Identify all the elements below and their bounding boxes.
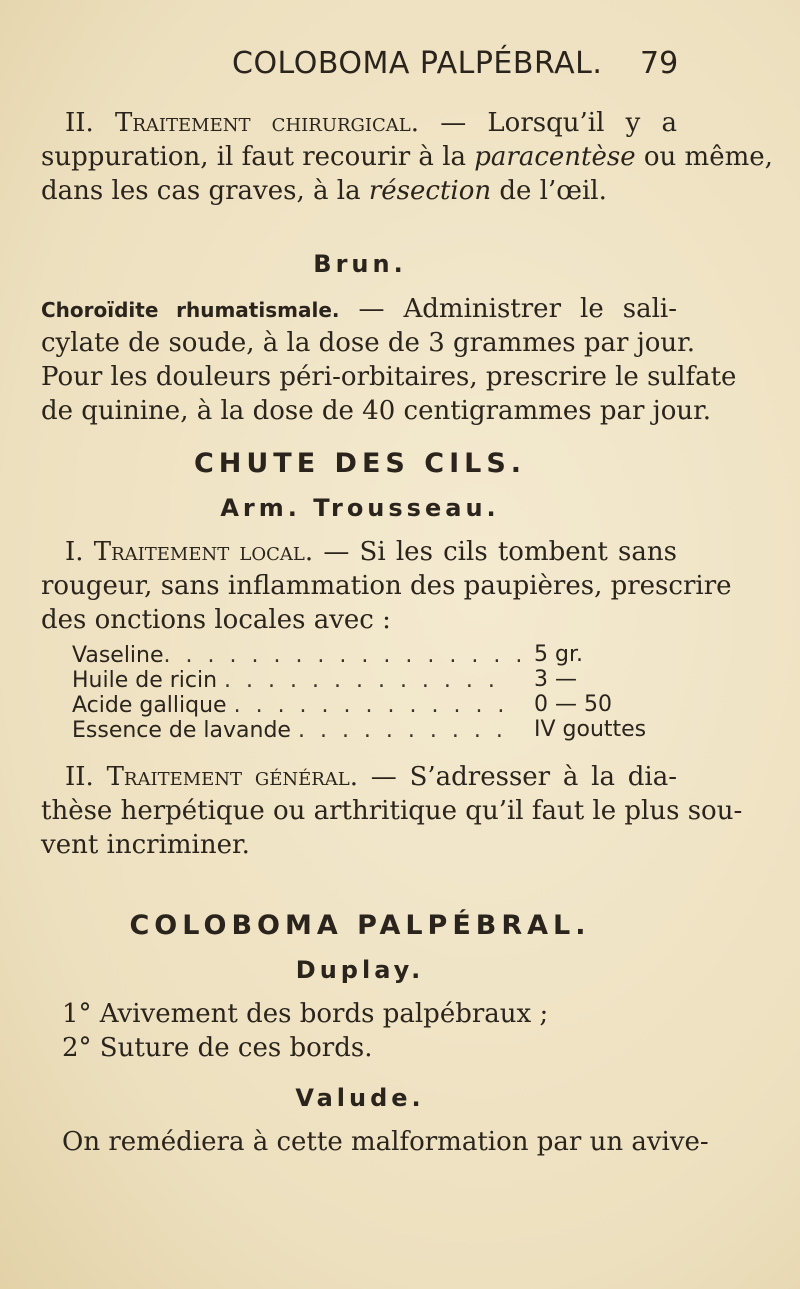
ingredient-qty: 0 — 50 [534,692,612,717]
local-line-2: rougeur, sans inflammation des paupières, prescrire [41,571,732,601]
ingredient-name: Vaseline. . . . . . . . . . . . . . . . . [72,643,527,668]
section-title-chute: CHUTE DES CILS. [193,448,527,479]
step-1: 1° Avivement des bords palpébraux ; [62,999,549,1029]
section-title-coloboma: COLOBOMA PALPÉBRAL. [129,910,591,941]
para1-line-2: suppuration, il faut recourir à la paracentèse ou même, [41,142,773,172]
brun-line-3: Pour les douleurs péri-orbitaires, prescrire le sulfate [41,362,737,392]
page-number: 79 [640,46,679,81]
general-line-3: vent incriminer. [41,830,250,860]
ingredient-qty: 5 gr. [534,642,583,667]
brun-line-1: Choroïdite rhumatismale. — Administrer le sali- [41,294,677,324]
para1-line-3: dans les cas graves, à la résection de l’œil. [41,176,607,206]
brun-line-4: de quinine, à la dose de 40 centigrammes par jour. [41,396,711,426]
brun-line-2: cylate de soude, à la dose de 3 grammes par jour. [41,328,696,358]
para1-line-1: II. Traitement chirurgical. — Lorsqu’il y a [65,108,677,138]
author-brun: Brun. [313,250,407,278]
ingredient-qty: IV gouttes [534,717,647,742]
disease-heading: Choroïdite rhumatismale. [41,298,340,322]
author-trousseau: Arm. Trousseau. [220,494,500,522]
local-line-3: des onctions locales avec : [41,605,391,635]
running-header: COLOBOMA PALPÉBRAL. [232,46,603,81]
general-lead: II. Traitement général. [65,762,359,792]
ingredient-name: Acide gallique . . . . . . . . . . . . . [72,693,509,718]
general-line-1: II. Traitement général. — S’adresser à la dia- [65,762,677,792]
final-line: On remédiera à cette malformation par un avive- [62,1127,709,1157]
ingredient-qty: 3 — [534,667,577,692]
local-lead: I. Traitement local. [65,537,314,567]
author-valude: Valude. [295,1084,425,1112]
author-duplay: Duplay. [295,956,425,984]
ingredient-name: Huile de ricin . . . . . . . . . . . . . [72,668,499,693]
section-lead: II. Traitement chirurgical. [65,108,420,138]
step-2: 2° Suture de ces bords. [62,1033,373,1063]
general-line-2: thèse herpétique ou arthritique qu’il faut le plus sou- [41,796,743,826]
local-line-1: I. Traitement local. — Si les cils tombent sans [65,537,677,567]
ingredient-name: Essence de lavande . . . . . . . . . . [72,718,507,743]
